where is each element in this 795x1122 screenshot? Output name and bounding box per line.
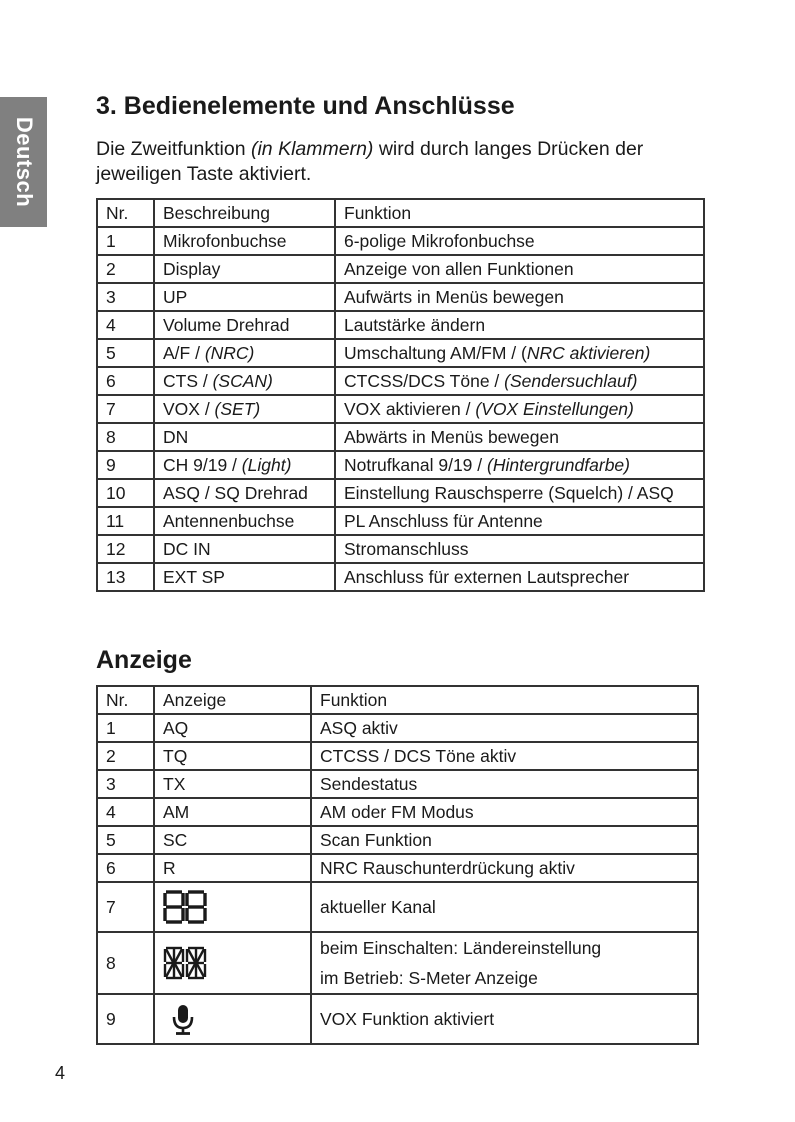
row-description <box>154 451 335 479</box>
function-second-function: NRC aktivieren) <box>526 342 651 363</box>
function-text: VOX aktivieren / <box>344 398 476 419</box>
row-description <box>154 507 335 535</box>
table-row <box>97 451 704 479</box>
table-row <box>97 535 704 563</box>
row-number: 7 <box>97 395 154 423</box>
row-description <box>154 535 335 563</box>
row-description <box>154 227 335 255</box>
row-description <box>154 255 335 283</box>
row-number: 11 <box>97 507 154 535</box>
row-number: 7 <box>97 882 154 932</box>
row-number: 1 <box>97 714 154 742</box>
table-header-row <box>97 686 698 714</box>
row-function <box>335 479 704 507</box>
row-number: 12 <box>97 535 154 563</box>
display-heading: Anzeige <box>96 646 192 674</box>
description-second-function: (Light) <box>241 454 292 475</box>
description-text: Mikrofonbuchse <box>163 230 287 251</box>
row-indicator: TX <box>154 770 311 798</box>
column-header: Nr. <box>97 199 154 227</box>
description-text: CTS / <box>163 370 213 391</box>
row-description <box>154 367 335 395</box>
row-indicator: AQ <box>154 714 311 742</box>
seven-segment-digits-icon <box>163 890 207 924</box>
function-text: CTCSS/DCS Töne / <box>344 370 505 391</box>
row-indicator: SC <box>154 826 311 854</box>
description-second-function: (NRC) <box>204 342 255 363</box>
function-text: Aufwärts in Menüs bewegen <box>344 286 564 307</box>
function-second-function: (VOX Einstellungen) <box>475 398 634 419</box>
description-text: DC IN <box>163 538 211 559</box>
row-description <box>154 563 335 591</box>
row-function <box>335 311 704 339</box>
row-function: ASQ aktiv <box>311 714 698 742</box>
table-row <box>97 798 698 826</box>
function-text: Lautstärke ändern <box>344 314 486 335</box>
function-second-function: (Sendersuchlauf) <box>504 370 638 391</box>
description-text: CH 9/19 / <box>163 454 242 475</box>
table-row <box>97 770 698 798</box>
side-tab-label: Deutsch <box>11 116 37 208</box>
row-function <box>335 395 704 423</box>
description-text: Antennenbuchse <box>163 510 295 531</box>
table-row <box>97 367 704 395</box>
row-description <box>154 339 335 367</box>
row-number: 2 <box>97 255 154 283</box>
row-number: 3 <box>97 770 154 798</box>
section-heading: 3. Bedienelemente und Anschlüsse <box>96 92 515 120</box>
row-indicator: AM <box>154 798 311 826</box>
table-row <box>97 826 698 854</box>
row-function-line1: beim Einschalten: Ländereinstellung <box>320 938 602 958</box>
table-row <box>97 882 698 932</box>
intro-text-italic: (in Klammern) <box>250 138 374 160</box>
description-text: Volume Drehrad <box>163 314 290 335</box>
intro-text-before: Die Zweitfunktion <box>96 138 251 160</box>
table-row <box>97 994 698 1044</box>
description-text: DN <box>163 426 189 447</box>
description-text: A/F / <box>163 342 205 363</box>
table-row <box>97 395 704 423</box>
description-text: UP <box>163 286 188 307</box>
row-indicator: TQ <box>154 742 311 770</box>
fourteen-segment-digits-icon <box>163 946 207 980</box>
row-number: 9 <box>97 994 154 1044</box>
row-description <box>154 423 335 451</box>
row-description <box>154 311 335 339</box>
function-text: Anschluss für externen Lautsprecher <box>344 566 630 587</box>
table-header-row <box>97 199 704 227</box>
row-function <box>335 535 704 563</box>
row-number: 10 <box>97 479 154 507</box>
table-row <box>97 854 698 882</box>
row-number: 9 <box>97 451 154 479</box>
row-function-line2: im Betrieb: S-Meter Anzeige <box>320 968 538 988</box>
row-number: 5 <box>97 339 154 367</box>
row-indicator: R <box>154 854 311 882</box>
function-text: PL Anschluss für Antenne <box>344 510 543 531</box>
row-function: NRC Rauschunterdrückung aktiv <box>311 854 698 882</box>
row-description <box>154 479 335 507</box>
row-function: Scan Funktion <box>311 826 698 854</box>
table-row <box>97 423 704 451</box>
row-function <box>335 563 704 591</box>
row-number: 5 <box>97 826 154 854</box>
intro-text-after: wird durch langes Drücken der jeweiligen Taste aktiviert. <box>96 138 644 185</box>
table-row <box>97 283 704 311</box>
table-row <box>97 311 704 339</box>
row-function <box>335 423 704 451</box>
row-number: 6 <box>97 854 154 882</box>
controls-table <box>96 198 705 592</box>
column-header: Anzeige <box>154 686 311 714</box>
description-text: ASQ / SQ Drehrad <box>163 482 308 503</box>
table-row <box>97 932 698 994</box>
row-function <box>335 255 704 283</box>
column-header: Funktion <box>311 686 698 714</box>
column-header: Funktion <box>335 199 704 227</box>
description-text: EXT SP <box>163 566 225 587</box>
row-number: 8 <box>97 423 154 451</box>
table-row <box>97 507 704 535</box>
description-second-function: (SET) <box>214 398 261 419</box>
function-text: Anzeige von allen Funktionen <box>344 258 574 279</box>
description-text: Display <box>163 258 221 279</box>
display-table <box>96 685 699 1045</box>
table-row <box>97 742 698 770</box>
function-text: Einstellung Rauschsperre (Squelch) / ASQ <box>344 482 674 503</box>
row-number: 2 <box>97 742 154 770</box>
table-row <box>97 479 704 507</box>
table-row <box>97 563 704 591</box>
row-number: 13 <box>97 563 154 591</box>
row-function <box>335 339 704 367</box>
table-row <box>97 227 704 255</box>
microphone-icon <box>163 1002 207 1036</box>
row-number: 1 <box>97 227 154 255</box>
row-number: 3 <box>97 283 154 311</box>
row-function: Sendestatus <box>311 770 698 798</box>
table-row <box>97 255 704 283</box>
row-function <box>335 451 704 479</box>
row-function <box>335 227 704 255</box>
row-description <box>154 283 335 311</box>
row-number: 4 <box>97 798 154 826</box>
description-text: VOX / <box>163 398 215 419</box>
row-number: 6 <box>97 367 154 395</box>
intro-paragraph <box>96 137 716 187</box>
row-function: VOX Funktion aktiviert <box>311 994 698 1044</box>
row-number: 4 <box>97 311 154 339</box>
row-function: CTCSS / DCS Töne aktiv <box>311 742 698 770</box>
row-function <box>335 283 704 311</box>
function-text: Abwärts in Menüs bewegen <box>344 426 559 447</box>
function-text: Umschaltung AM/FM / ( <box>344 342 527 363</box>
table-row <box>97 714 698 742</box>
row-number: 8 <box>97 932 154 994</box>
function-second-function: (Hintergrundfarbe) <box>487 454 630 475</box>
function-text: Stromanschluss <box>344 538 469 559</box>
page-number: 4 <box>55 1063 66 1083</box>
row-function: aktueller Kanal <box>311 882 698 932</box>
description-second-function: (SCAN) <box>212 370 273 391</box>
column-header: Nr. <box>97 686 154 714</box>
function-text: Notrufkanal 9/19 / <box>344 454 487 475</box>
table-row <box>97 339 704 367</box>
row-function <box>335 367 704 395</box>
function-text: 6-polige Mikrofonbuchse <box>344 230 535 251</box>
row-function <box>335 507 704 535</box>
row-description <box>154 395 335 423</box>
language-side-tab <box>0 97 47 227</box>
column-header: Beschreibung <box>154 199 335 227</box>
row-function: AM oder FM Modus <box>311 798 698 826</box>
